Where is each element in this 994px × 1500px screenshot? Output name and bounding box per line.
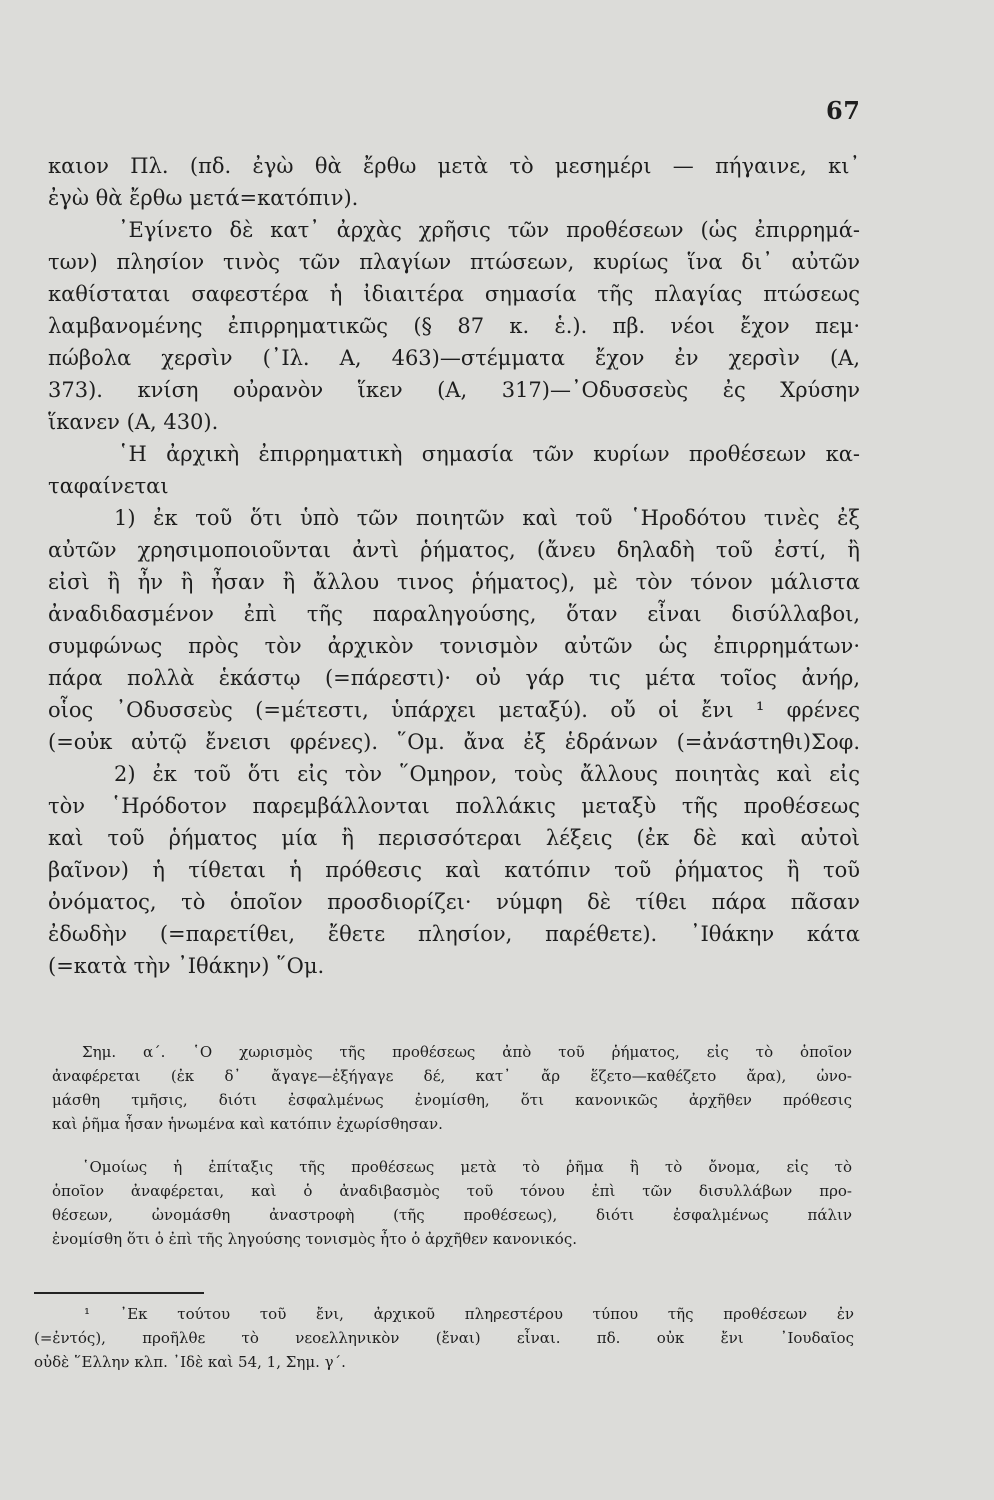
note-line: ἐνομίσθη ὅτι ὁ ἐπὶ τῆς ληγούσης τονισμὸς ἦτο ὁ ἀρχῆθεν κανονικός. bbox=[52, 1230, 577, 1248]
page-number: 67 bbox=[826, 96, 861, 125]
note-line: ὁποῖον ἀναφέρεται, καὶ ὁ ἀναδιβασμὸς τοῦ τόνου ἐπὶ τῶν δισυλλάβων προ- bbox=[52, 1182, 852, 1200]
note-line: ἀναφέρεται (ἐκ δ᾽ ἄγαγε—ἐξήγαγε δέ, κατ᾽ ἄρ ἕζετο—καθέζετο ἄρα), ὠνο- bbox=[52, 1067, 852, 1085]
text-line: (=κατὰ τὴν ᾽Ιθάκην) ῞Ομ. bbox=[48, 954, 325, 978]
text-line: ὀνόματος, τὸ ὁποῖον προσδιορίζει· νύμφη δὲ τίθει πάρα πᾶσαν bbox=[48, 890, 860, 914]
text-line: λαμβανομένης ἐπιρρηματικῶς (§ 87 κ. ἑ.). πβ. νέοι ἔχον πεμ· bbox=[48, 314, 860, 338]
text-line: τὸν ῾Ηρόδοτον παρεμβάλλονται πολλάκις μεταξὺ τῆς προθέσεως bbox=[48, 794, 860, 818]
note-alpha bbox=[52, 1040, 852, 1136]
text-line: οἷος ᾽Οδυσσεὺς (=μέτεστι, ὑπάρχει μεταξύ). οὔ οἱ ἔνι ¹ φρένες bbox=[48, 698, 860, 722]
text-line: αὐτῶν χρησιμοποιοῦνται ἀντὶ ῥήματος, (ἄνευ δηλαδὴ τοῦ ἐστί, ἢ bbox=[48, 538, 860, 562]
note-line: Σημ. α΄. ῾Ο χωρισμὸς τῆς προθέσεως ἀπὸ τοῦ ῥήματος, εἰς τὸ ὁποῖον bbox=[82, 1043, 852, 1061]
text-line: (=οὐκ αὐτῷ ἔνεισι φρένες). ῞Ομ. ἄνα ἐξ ἑδράνων (=ἀνάστηθι)Σοφ. bbox=[48, 730, 860, 754]
text-line: καιον Πλ. (πδ. ἐγὼ θὰ ἔρθω μετὰ τὸ μεσημέρι — πήγαινε, κι᾽ bbox=[48, 154, 860, 178]
text-line: βαῖνον) ἡ τίθεται ἡ πρόθεσις καὶ κατόπιν τοῦ ῥήματος ἢ τοῦ bbox=[48, 858, 860, 882]
text-line: ἀναδιδασμένον ἐπὶ τῆς παραληγούσης, ὅταν εἶναι δισύλλαβοι, bbox=[48, 602, 860, 626]
text-line: πώβολα χερσὶν (᾽Ιλ. Α, 463)—στέμματα ἔχον ἐν χερσὶν (Α, bbox=[48, 346, 860, 370]
text-line: ἐδωδὴν (=παρετίθει, ἔθετε πλησίον, παρέθετε). ᾽Ιθάκην κάτα bbox=[48, 922, 860, 946]
text-line: ἵκανεν (Α, 430). bbox=[48, 410, 219, 434]
text-line: 1) ἐκ τοῦ ὅτι ὑπὸ τῶν ποιητῶν καὶ τοῦ ῾Ηροδότου τινὲς ἐξ bbox=[114, 506, 860, 530]
footnote bbox=[34, 1302, 854, 1374]
note-similarly bbox=[52, 1155, 852, 1251]
footnote-line: (=ἐντός), προῆλθε τὸ νεοελληνικὸν (ἔναι) εἶναι. πδ. οὐκ ἔνι ᾽Ιουδαῖος bbox=[34, 1329, 854, 1347]
note-line: μάσθη τμῆσις, διότι ἐσφαλμένως ἐνομίσθη, ὅτι κανονικῶς ἀρχῆθεν πρόθεσις bbox=[52, 1091, 852, 1109]
text-line: πάρα πολλὰ ἑκάστῳ (=πάρεστι)· οὐ γάρ τις μέτα τοῖος ἀνήρ, bbox=[48, 666, 860, 690]
footnote-line: οὐδὲ ῞Ελλην κλπ. ᾽Ιδὲ καὶ 54, 1, Σημ. γ΄. bbox=[34, 1353, 346, 1371]
text-line: ταφαίνεται bbox=[48, 474, 169, 498]
text-line: 373). κνίση οὐρανὸν ἵκεν (Α, 317)—᾽Οδυσσεὺς ἐς Χρύσην bbox=[48, 378, 860, 402]
text-line: εἰσὶ ἢ ἦν ἢ ἦσαν ἢ ἄλλου τινος ῥήματος), μὲ τὸν τόνον μάλιστα bbox=[48, 570, 860, 594]
main-text bbox=[48, 150, 860, 982]
text-line: συμφώνως πρὸς τὸν ἀρχικὸν τονισμὸν αὐτῶν ὡς ἐπιρρημάτων· bbox=[48, 634, 860, 658]
text-line: ἐγὼ θὰ ἔρθω μετά=κατόπιν). bbox=[48, 186, 359, 210]
text-line: ῾Η ἀρχικὴ ἐπιρρηματικὴ σημασία τῶν κυρίων προθέσεων κα- bbox=[118, 442, 860, 466]
note-line: ῾Ομοίως ἡ ἐπίταξις τῆς προθέσεως μετὰ τὸ ῥῆμα ἢ τὸ ὄνομα, εἰς τὸ bbox=[82, 1158, 852, 1176]
text-line: καθίσταται σαφεστέρα ἡ ἰδιαιτέρα σημασία τῆς πλαγίας πτώσεως bbox=[48, 282, 860, 306]
note-line: θέσεων, ὠνομάσθη ἀναστροφὴ (τῆς προθέσεως), διότι ἐσφαλμένως πάλιν bbox=[52, 1206, 852, 1224]
note-line: καὶ ῥῆμα ἦσαν ἡνωμένα καὶ κατόπιν ἐχωρίσθησαν. bbox=[52, 1115, 443, 1133]
text-line: καὶ τοῦ ῥήματος μία ἢ περισσότεραι λέξεις (ἐκ δὲ καὶ αὐτοὶ bbox=[48, 826, 860, 850]
text-line: 2) ἐκ τοῦ ὅτι εἰς τὸν ῞Ομηρον, τοὺς ἄλλους ποιητὰς καὶ εἰς bbox=[114, 762, 860, 786]
text-line: των) πλησίον τινὸς τῶν πλαγίων πτώσεων, κυρίως ἵνα δι᾽ αὐτῶν bbox=[48, 250, 860, 274]
text-line: ᾽Εγίνετο δὲ κατ᾽ ἀρχὰς χρῆσις τῶν προθέσεων (ὡς ἐπιρρημά- bbox=[118, 218, 860, 242]
footnote-line: ¹ ᾽Εκ τούτου τοῦ ἔνι, ἀρχικοῦ πληρεστέρου τύπου τῆς προθέσεων ἐν bbox=[84, 1305, 854, 1323]
footnote-divider bbox=[34, 1292, 204, 1294]
